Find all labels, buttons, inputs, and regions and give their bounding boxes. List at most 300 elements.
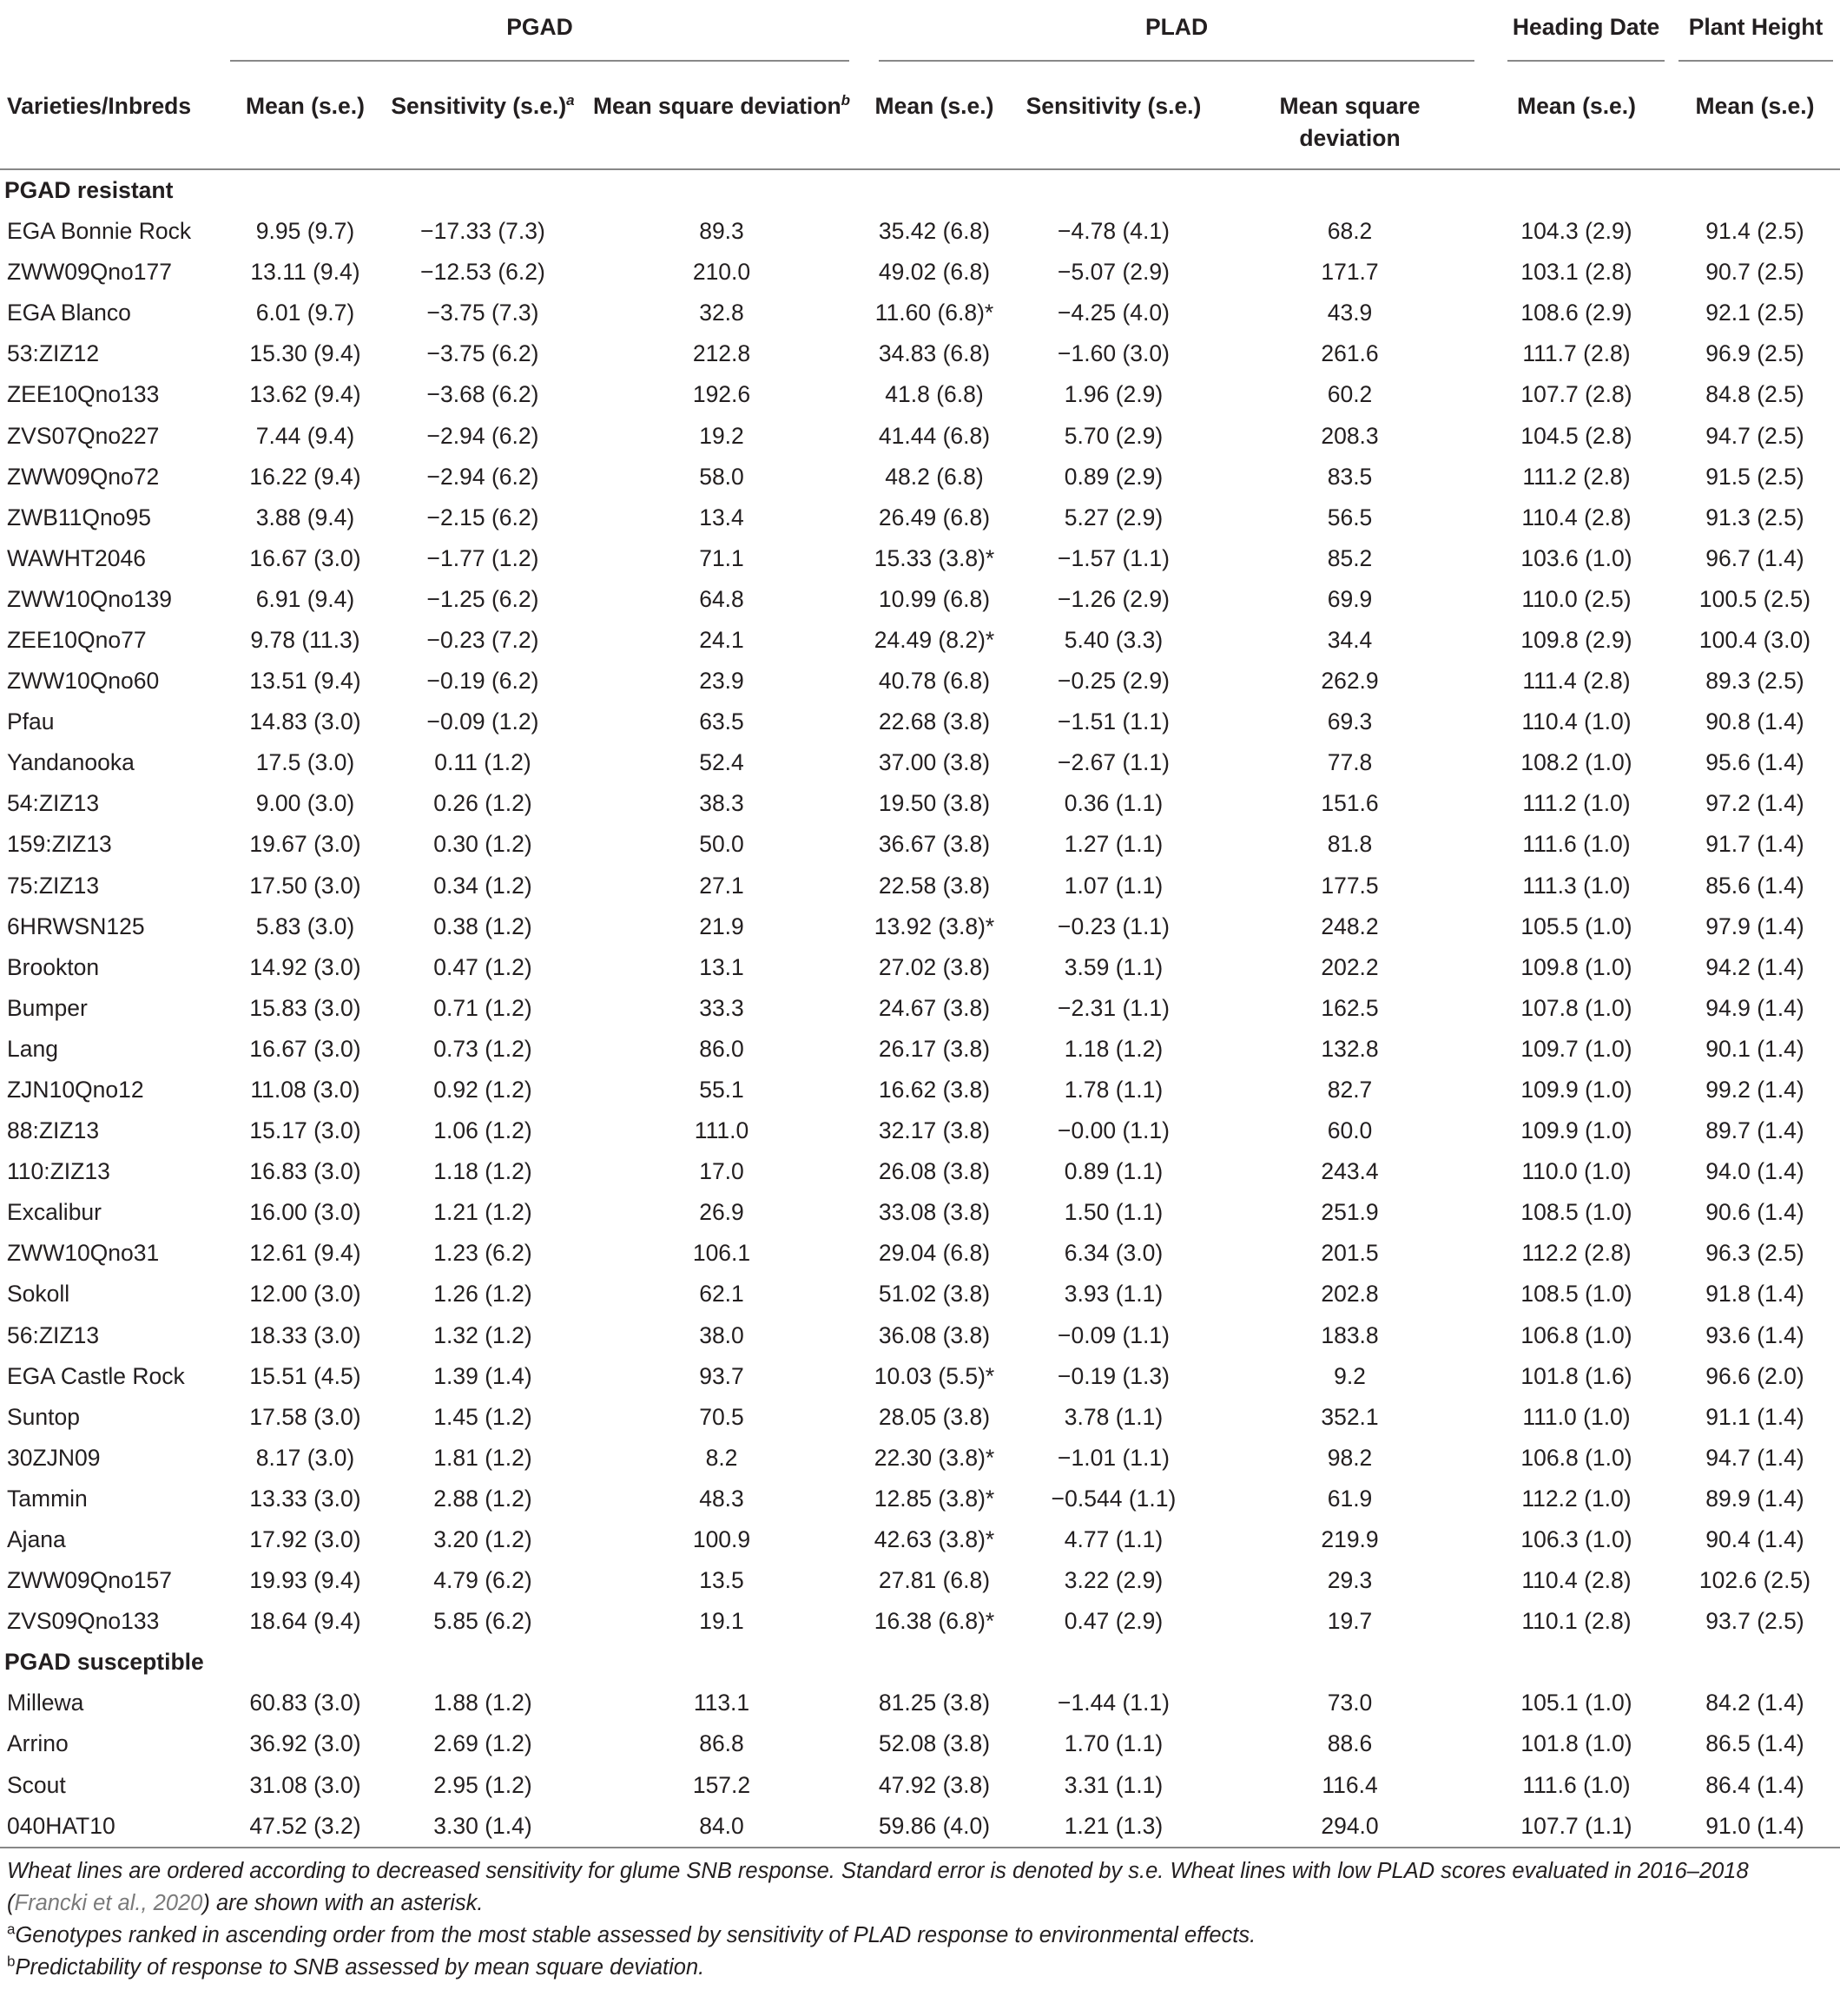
table-cell: 202.2 [1321,953,1379,980]
table-cell: 86.0 [699,1035,744,1062]
variety-name: 30ZJN09 [7,1444,101,1471]
table-cell: 59.86 (4.0) [878,1812,991,1839]
table-cell: 16.62 (3.8) [878,1077,991,1104]
table-cell: 110.4 (2.8) [1521,1567,1632,1594]
table-cell: 91.5 (2.5) [1705,463,1804,490]
variety-name: ZWW10Qno139 [7,585,172,612]
table-cell: 1.88 (1.2) [433,1690,532,1716]
table-cell: 0.92 (1.2) [433,1077,532,1104]
table-cell: 91.7 (1.4) [1705,831,1804,858]
variety-name: 159:ZIZ13 [7,831,112,858]
table-row [0,620,1840,661]
table-cell: 262.9 [1321,668,1379,695]
table-cell: 42.63 (3.8)* [874,1526,995,1553]
table-cell: 157.2 [692,1771,751,1798]
table-cell: 0.34 (1.2) [433,872,532,899]
table-cell: 106.1 [692,1240,751,1267]
table-cell: 18.33 (3.0) [249,1321,361,1348]
col-header-plad-msd: Mean square deviation [1279,93,1421,151]
table-row [0,1601,1840,1642]
table-cell: 109.8 (1.0) [1520,953,1632,980]
table-row [0,579,1840,620]
table-cell: 109.9 (1.0) [1520,1117,1632,1144]
table-cell: 97.9 (1.4) [1705,912,1804,939]
table-cell: 0.71 (1.2) [433,994,532,1021]
table-cell: 90.8 (1.4) [1705,708,1804,735]
table-row [0,333,1840,374]
table-row [0,1397,1840,1438]
footnote-b: $^b$Predictability of response to SNB assessed by mean square deviation. [7,1953,705,1980]
section-header [0,1642,1840,1683]
table-cell: 1.21 (1.2) [433,1199,532,1226]
table-cell: −0.25 (2.9) [1058,668,1170,695]
table-row [0,1723,1840,1764]
table-cell: 91.8 (1.4) [1705,1281,1804,1308]
table-cell: 68.2 [1327,218,1373,245]
table-cell: 4.79 (6.2) [433,1567,532,1594]
table-cell: 1.39 (1.4) [433,1362,532,1389]
table-cell: 212.8 [692,340,751,367]
col-header-ph-mean: Mean (s.e.) [1695,93,1815,119]
table-cell: 251.9 [1321,1199,1379,1226]
table-cell: 96.3 (2.5) [1705,1240,1804,1267]
footnote-a: $^a$Genotypes ranked in ascending order from the most stable assessed by sensitivity of PLAD response to environmental effects. [7,1920,1256,1947]
table-row [0,1519,1840,1560]
table-cell: 1.23 (6.2) [433,1240,532,1267]
table-cell: 102.6 (2.5) [1698,1567,1811,1594]
col-header-plad-sensitivity: Sensitivity (s.e.) [1026,93,1202,119]
table-cell: 6.01 (9.7) [255,300,355,326]
table-cell: 71.1 [699,544,744,571]
variety-name: Arrino [7,1730,69,1757]
table-cell: 3.20 (1.2) [433,1526,532,1553]
section-header [0,170,1840,211]
variety-name: ZWW10Qno31 [7,1240,160,1267]
table-notes [0,1855,1840,1984]
variety-name: ZVS09Qno133 [7,1608,160,1635]
table-cell: 15.30 (9.4) [249,340,361,367]
table-cell: −1.77 (1.2) [426,544,539,571]
variety-name: EGA Blanco [7,300,131,326]
variety-name: ZWB11Qno95 [7,504,151,530]
table-cell: 1.32 (1.2) [433,1321,532,1348]
table-cell: 22.58 (3.8) [878,872,991,899]
table-row [0,661,1840,702]
table-cell: 108.5 (1.0) [1520,1199,1632,1226]
table-row [0,1479,1840,1519]
table-cell: 86.8 [699,1730,744,1757]
table-cell: 84.8 (2.5) [1705,381,1804,408]
table-cell: 106.3 (1.0) [1520,1526,1632,1553]
table-cell: 94.0 (1.4) [1705,1158,1804,1185]
table-cell: 107.7 (1.1) [1520,1812,1632,1839]
table-cell: 13.5 [699,1567,744,1594]
table-cell: 90.7 (2.5) [1705,259,1804,286]
table-cell: 15.17 (3.0) [249,1117,361,1144]
table-cell: 97.2 (1.4) [1705,790,1804,817]
table-cell: 352.1 [1321,1403,1379,1430]
table-cell: 26.9 [699,1199,744,1226]
table-cell: 13.33 (3.0) [249,1485,361,1512]
table-cell: 36.67 (3.8) [878,831,991,858]
table-cell: 89.9 (1.4) [1705,1485,1804,1512]
table-cell: −3.75 (6.2) [426,340,539,367]
table-cell: 16.67 (3.0) [249,544,361,571]
table-cell: 1.21 (1.3) [1064,1812,1164,1839]
table-cell: 3.88 (9.4) [255,504,355,530]
table-cell: 201.5 [1321,1240,1379,1267]
table-cell: 94.7 (1.4) [1705,1444,1804,1471]
table-cell: −2.94 (6.2) [426,422,539,449]
variety-name: Tammin [7,1485,88,1512]
table-cell: 101.8 (1.0) [1520,1730,1632,1757]
table-cell: 96.6 (2.0) [1705,1362,1804,1389]
table-row [0,497,1840,538]
table-cell: 18.64 (9.4) [249,1608,361,1635]
table-cell: −0.23 (7.2) [426,626,539,653]
table-cell: 62.1 [699,1281,744,1308]
table-cell: 43.9 [1327,300,1373,326]
table-cell: 24.67 (3.8) [878,994,991,1021]
table-cell: 16.83 (3.0) [249,1158,361,1185]
table-cell: 5.70 (2.9) [1064,422,1164,449]
table-row [0,538,1840,579]
table-cell: 171.7 [1321,259,1379,286]
table-cell: 101.8 (1.6) [1520,1362,1632,1389]
table-cell: 70.5 [699,1403,744,1430]
table-cell: 58.0 [699,463,744,490]
table-cell: 89.3 [699,218,744,245]
table-cell: 13.92 (3.8)* [874,912,995,939]
table-cell: −0.09 (1.1) [1058,1321,1170,1348]
table-cell: 55.1 [699,1077,744,1104]
table-cell: 0.89 (1.1) [1064,1158,1164,1185]
table-cell: 16.00 (3.0) [249,1199,361,1226]
table-cell: 28.05 (3.8) [878,1403,991,1430]
table-cell: −17.33 (7.3) [420,218,545,245]
table-cell: 48.3 [699,1485,744,1512]
table-cell: 5.40 (3.3) [1064,626,1164,653]
table-cell: −12.53 (6.2) [420,259,545,286]
variety-name: ZWW09Qno72 [7,463,160,490]
table-cell: 31.08 (3.0) [249,1771,361,1798]
variety-name: ZJN10Qno12 [7,1077,144,1104]
table-cell: 111.0 (1.0) [1522,1403,1631,1430]
table-cell: 99.2 (1.4) [1705,1077,1804,1104]
table-cell: 32.17 (3.8) [878,1117,991,1144]
table-cell: 100.5 (2.5) [1698,585,1811,612]
table-cell: 22.68 (3.8) [878,708,991,735]
table-cell: 15.33 (3.8)* [874,544,995,571]
group-header-pgad: PGAD [230,12,849,62]
table-cell: −0.544 (1.1) [1051,1485,1177,1512]
variety-name: EGA Bonnie Rock [7,218,192,245]
table-cell: 5.85 (6.2) [433,1608,532,1635]
table-cell: 98.2 [1327,1444,1373,1471]
table-cell: 110.1 (2.8) [1521,1608,1632,1635]
table-cell: 2.88 (1.2) [433,1485,532,1512]
table-cell: 1.81 (1.2) [433,1444,532,1471]
table-cell: −1.25 (6.2) [426,585,539,612]
table-cell: 3.31 (1.1) [1064,1771,1164,1798]
table-cell: 243.4 [1321,1158,1379,1185]
table-cell: 89.7 (1.4) [1705,1117,1804,1144]
table-cell: 47.92 (3.8) [878,1771,991,1798]
table-cell: 61.9 [1327,1485,1373,1512]
table-cell: 17.50 (3.0) [249,872,361,899]
table-cell: 35.42 (6.8) [878,218,991,245]
table-cell: 107.8 (1.0) [1520,994,1632,1021]
variety-name: EGA Castle Rock [7,1362,185,1389]
table-cell: −1.26 (2.9) [1058,585,1170,612]
table-cell: 50.0 [699,831,744,858]
table-cell: 105.1 (1.0) [1520,1690,1632,1716]
table-cell: 96.9 (2.5) [1705,340,1804,367]
table-cell: 33.08 (3.8) [878,1199,991,1226]
table-cell: 19.93 (9.4) [249,1567,361,1594]
table-cell: 8.17 (3.0) [255,1444,355,1471]
table-cell: 0.30 (1.2) [433,831,532,858]
table-cell: 1.45 (1.2) [433,1403,532,1430]
table-row [0,1233,1840,1274]
table-cell: 162.5 [1321,994,1379,1021]
table-cell: 52.08 (3.8) [878,1730,991,1757]
table-cell: 24.1 [699,626,744,653]
table-cell: −4.78 (4.1) [1058,218,1170,245]
table-row [0,1683,1840,1723]
variety-name: Ajana [7,1526,66,1553]
table-cell: 9.78 (11.3) [250,626,360,653]
table-cell: 38.3 [699,790,744,817]
group-header-row [0,0,1840,73]
table-cell: −1.57 (1.1) [1058,544,1170,571]
table-row [0,293,1840,333]
table-cell: 90.6 (1.4) [1705,1199,1804,1226]
table-cell: 0.47 (2.9) [1064,1608,1164,1635]
variety-name: ZWW09Qno157 [7,1567,172,1594]
table-cell: 91.3 (2.5) [1705,504,1804,530]
table-cell: 111.6 (1.0) [1522,831,1631,858]
table-cell: 1.96 (2.9) [1064,381,1164,408]
table-cell: 93.7 [699,1362,744,1389]
table-cell: 112.2 (2.8) [1521,1240,1632,1267]
table-cell: 19.67 (3.0) [249,831,361,858]
table-cell: 1.27 (1.1) [1064,831,1164,858]
table-cell: 16.22 (9.4) [249,463,361,490]
table-cell: −2.94 (6.2) [426,463,539,490]
table-cell: 94.7 (2.5) [1705,422,1804,449]
table-cell: 105.5 (1.0) [1520,912,1632,939]
table-cell: 2.69 (1.2) [433,1730,532,1757]
table-cell: −1.51 (1.1) [1058,708,1170,735]
table-cell: −2.67 (1.1) [1058,749,1170,776]
table-cell: 10.99 (6.8) [878,585,991,612]
table-cell: −1.44 (1.1) [1058,1690,1170,1716]
col-header-plad-mean: Mean (s.e.) [874,93,994,119]
table-row [0,211,1840,252]
table-row [0,1192,1840,1233]
table-row [0,1070,1840,1110]
table-row [0,1764,1840,1805]
table-cell: 36.08 (3.8) [878,1321,991,1348]
variety-name: ZWW09Qno177 [7,259,172,286]
section-title: PGAD susceptible [4,1649,204,1676]
table-cell: 104.5 (2.8) [1520,422,1632,449]
table-cell: 47.52 (3.2) [249,1812,361,1839]
table-cell: 3.59 (1.1) [1064,953,1164,980]
variety-name: 88:ZIZ13 [7,1117,100,1144]
table-cell: 116.4 [1322,1771,1378,1798]
table-cell: 110.0 (2.5) [1521,585,1632,612]
table-cell: 49.02 (6.8) [878,259,991,286]
table-cell: 84.2 (1.4) [1705,1690,1804,1716]
table-cell: 151.6 [1321,790,1379,817]
table-cell: 82.7 [1327,1077,1373,1104]
table-cell: 91.4 (2.5) [1705,218,1804,245]
table-row [0,702,1840,742]
table-cell: 111.3 (1.0) [1522,872,1631,899]
table-cell: 91.0 (1.4) [1705,1812,1804,1839]
table-cell: 84.0 [699,1812,744,1839]
table-cell: 12.85 (3.8)* [874,1485,995,1512]
table-cell: 13.4 [699,504,744,530]
table-cell: 13.51 (9.4) [249,668,361,695]
table-cell: 2.95 (1.2) [433,1771,532,1798]
table-cell: 63.5 [699,708,744,735]
table-cell: 24.49 (8.2)* [874,626,995,653]
table-row [0,415,1840,456]
col-header-variety: Varieties/Inbreds [7,93,192,119]
table-cell: 111.6 (1.0) [1522,1771,1631,1798]
table-cell: 29.04 (6.8) [878,1240,991,1267]
table-cell: 22.30 (3.8)* [874,1444,995,1471]
table-cell: 106.8 (1.0) [1520,1444,1632,1471]
table-cell: 112.2 (1.0) [1521,1485,1632,1512]
section-title: PGAD resistant [4,177,174,203]
note-main: Wheat lines are ordered according to decreased sensitivity for glume SNB response. Standard error is denoted by s.e. Wheat lines with low PLAD scores evaluated in 2016–2018 (Francki et al., 2020) are shown with an asterisk. [7,1858,1749,1915]
table-cell: 33.3 [699,994,744,1021]
table-row [0,783,1840,824]
table-row [0,1151,1840,1192]
variety-name: 75:ZIZ13 [7,872,100,899]
table-cell: −3.75 (7.3) [426,300,539,326]
table-cell: 85.6 (1.4) [1705,872,1804,899]
table-cell: 94.9 (1.4) [1705,994,1804,1021]
table-cell: 93.7 (2.5) [1705,1608,1804,1635]
table-cell: 110.4 (2.8) [1521,504,1632,530]
table-cell: 109.7 (1.0) [1520,1035,1632,1062]
table-cell: 0.47 (1.2) [433,953,532,980]
table-cell: 26.08 (3.8) [878,1158,991,1185]
table-cell: 0.38 (1.2) [433,912,532,939]
column-header-row [0,73,1840,169]
table-cell: 52.4 [699,749,744,776]
table-cell: 17.92 (3.0) [249,1526,361,1553]
table-cell: 107.7 (2.8) [1520,381,1632,408]
table-cell: −2.31 (1.1) [1058,994,1170,1021]
table-cell: 13.1 [699,953,744,980]
table-cell: 90.1 (1.4) [1705,1035,1804,1062]
variety-name: Scout [7,1771,66,1798]
table-cell: 1.18 (1.2) [433,1158,532,1185]
table-cell: 19.7 [1327,1608,1373,1635]
table-cell: 5.83 (3.0) [255,912,355,939]
table-cell: 48.2 (6.8) [885,463,984,490]
table-cell: 69.3 [1327,708,1373,735]
variety-name: ZVS07Qno227 [7,422,160,449]
table-row [0,866,1840,906]
table-cell: 202.8 [1321,1281,1379,1308]
table-cell: 0.89 (2.9) [1064,463,1164,490]
table-cell: 9.95 (9.7) [255,218,355,245]
table-row [0,457,1840,497]
variety-name: Lang [7,1035,58,1062]
table-cell: 100.9 [692,1526,751,1553]
table-row [0,374,1840,415]
citation-link[interactable]: Francki et al., 2020 [14,1890,203,1915]
table-cell: 1.78 (1.1) [1064,1077,1164,1104]
table-cell: 81.25 (3.8) [878,1690,991,1716]
table-row [0,742,1840,783]
table-cell: 1.07 (1.1) [1064,872,1164,899]
table-row [0,1029,1840,1070]
table-cell: 83.5 [1327,463,1373,490]
table-cell: 91.1 (1.4) [1705,1403,1804,1430]
table-cell: −0.19 (1.3) [1058,1362,1170,1389]
table-cell: 14.92 (3.0) [249,953,361,980]
table-cell: 93.6 (1.4) [1705,1321,1804,1348]
table-cell: 51.02 (3.8) [878,1281,991,1308]
group-header-plant-height: Plant Height [1678,12,1833,62]
variety-name: WAWHT2046 [7,544,147,571]
table-cell: 77.8 [1327,749,1373,776]
variety-name: ZWW10Qno60 [7,668,160,695]
table-cell: 294.0 [1321,1812,1379,1839]
variety-name: Excalibur [7,1199,102,1226]
table-cell: −3.68 (6.2) [426,381,539,408]
variety-name: 110:ZIZ13 [7,1158,110,1185]
table-cell: 8.2 [705,1444,738,1471]
table-cell: 9.2 [1334,1362,1366,1389]
table-cell: 9.00 (3.0) [255,790,355,817]
table-cell: 94.2 (1.4) [1705,953,1804,980]
table-cell: 11.60 (6.8)* [874,300,994,326]
table-cell: 106.8 (1.0) [1520,1321,1632,1348]
table-cell: 111.0 [694,1117,749,1144]
table-cell: 6.91 (9.4) [255,585,355,612]
table-body [0,170,1840,1848]
table-cell: 219.9 [1321,1526,1379,1553]
table-cell: 23.9 [699,668,744,695]
table-cell: 19.50 (3.8) [878,790,991,817]
table-cell: −2.15 (6.2) [426,504,539,530]
table-cell: 108.2 (1.0) [1520,749,1632,776]
table-cell: −0.19 (6.2) [426,668,539,695]
table-row [0,252,1840,293]
table-cell: 210.0 [692,259,751,286]
table-cell: 90.4 (1.4) [1705,1526,1804,1553]
variety-name: Sokoll [7,1281,70,1308]
table-cell: 104.3 (2.9) [1520,218,1632,245]
table-row [0,1274,1840,1314]
table-cell: 14.83 (3.0) [249,708,361,735]
table-cell: 26.17 (3.8) [878,1035,991,1062]
table-cell: 17.58 (3.0) [249,1403,361,1430]
table-cell: 111.7 (2.8) [1522,340,1631,367]
table-row [0,1315,1840,1356]
table-cell: 34.4 [1327,626,1373,653]
variety-name: 54:ZIZ13 [7,790,100,817]
